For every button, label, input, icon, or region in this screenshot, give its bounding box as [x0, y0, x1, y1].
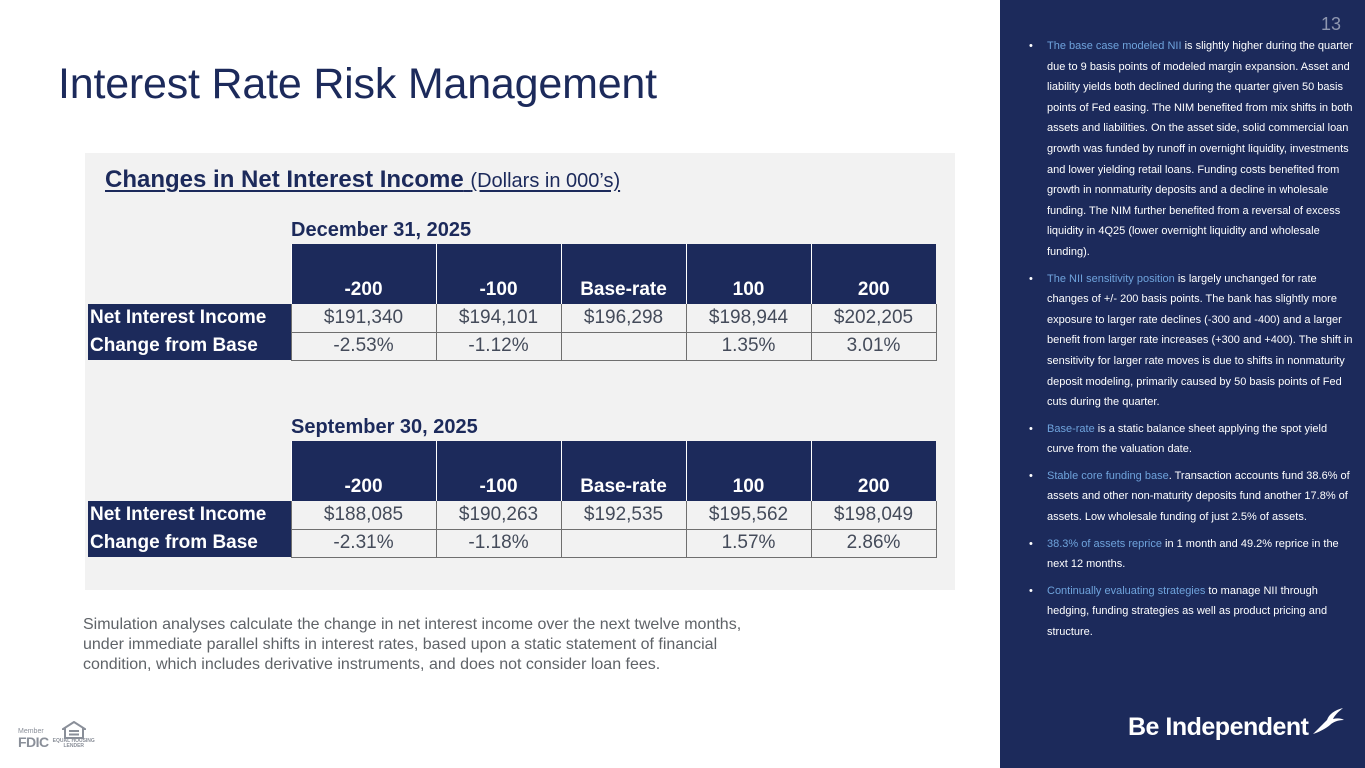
- column-header: 100: [686, 244, 811, 304]
- list-item: [1027, 581, 1353, 643]
- table-cell: $202,205: [811, 304, 936, 332]
- nii-panel: [85, 153, 955, 590]
- table-cell: -1.18%: [436, 529, 561, 557]
- list-item: [1027, 419, 1353, 460]
- table-cell: 3.01%: [811, 332, 936, 360]
- table-header-row: [88, 441, 936, 501]
- bullet-highlight: The base case modeled NII: [1047, 40, 1182, 52]
- table-cell: [561, 332, 686, 360]
- table-header-row: [88, 244, 936, 304]
- fdic-text: [18, 728, 49, 749]
- table-cell: -2.31%: [291, 529, 436, 557]
- bird-icon: [1311, 708, 1345, 736]
- column-header: -200: [291, 441, 436, 501]
- table-row: [88, 529, 936, 557]
- table-date-dec: December 31, 2025: [291, 219, 472, 241]
- column-header: Base-rate: [561, 244, 686, 304]
- table-cell: $192,535: [561, 501, 686, 529]
- bullet-highlight: Continually evaluating strategies: [1047, 584, 1206, 597]
- bullet-highlight: Base-rate: [1047, 422, 1095, 435]
- list-item: [1027, 36, 1353, 263]
- table-cell: $191,340: [291, 304, 436, 332]
- column-header: Base-rate: [561, 441, 686, 501]
- bullet-text: is slightly higher during the quarter due to 9 basis points of modeled margin expansion. Asset and liability yields both declined during the quarter given 50 basis points of Fed easing. The NIM benefited from mix shifts in both assets and liabilities. On the asset side, solid commercial loan growth was funded by runoff in overnight liquidity, investments and lower yielding retail loans. Funding costs benefited from growth in nonmaturity deposits and a decline in wholesale funding. The NIM further benefited from a reversal of excess liquidity in 4Q25 (lower overnight liquidity and wholesale funding).: [1047, 40, 1353, 258]
- row-label: Change from Base: [88, 332, 291, 360]
- table-cell: $194,101: [436, 304, 561, 332]
- bullet-text: in 1 month and 49.2% reprice in the next 12 months.: [1047, 537, 1339, 571]
- panel-heading: [105, 166, 620, 194]
- row-label: Net Interest Income: [88, 304, 291, 332]
- nii-table-sep: [88, 441, 937, 558]
- bullet-icon: •: [1029, 422, 1033, 435]
- bullet-icon: •: [1029, 469, 1033, 482]
- table-header-blank: [88, 441, 291, 501]
- ehl-label-line1: EQUAL HOUSING: [52, 738, 95, 744]
- table-cell: $190,263: [436, 501, 561, 529]
- bullet-icon: •: [1029, 584, 1033, 597]
- panel-heading-sub: (Dollars in 000’s): [470, 170, 621, 192]
- page-number: 13: [1320, 14, 1341, 34]
- house-icon: [62, 721, 86, 739]
- table-row: [88, 304, 936, 332]
- bullet-text: is largely unchanged for rate changes of +/- 200 basis points. The bank has slightly more exposure to larger rate declines (-300 and -400) and a larger benefit from larger rate increases (+300 and +400). The shift in sensitivity for larger rate moves is due to shifts in nonmaturity deposit modeling, primarily caused by 50 basis points of Fed cuts during the quarter.: [1047, 272, 1353, 409]
- bullet-icon: •: [1029, 40, 1033, 52]
- simulation-note: Simulation analyses calculate the change in net interest income over the next twelve months, under immediate parallel shifts in interest rates, based upon a static statement of financial condition, which includes derivative instruments, and does not consider loan fees.: [83, 616, 742, 673]
- table-row: [88, 501, 936, 529]
- column-header: 200: [811, 244, 936, 304]
- bullet-highlight: The NII sensitivity position: [1047, 272, 1175, 285]
- table-cell: 1.57%: [686, 529, 811, 557]
- bullet-icon: •: [1029, 537, 1033, 550]
- column-header: -100: [436, 244, 561, 304]
- table-cell: $198,944: [686, 304, 811, 332]
- commentary-sidebar: [1000, 0, 1365, 768]
- column-header: 200: [811, 441, 936, 501]
- table-cell: $195,562: [686, 501, 811, 529]
- page-title: Interest Rate Risk Management: [58, 60, 657, 108]
- row-label: Net Interest Income: [88, 501, 291, 529]
- ehl-label-line2: LENDER: [63, 743, 85, 749]
- nii-table-dec: [88, 244, 937, 361]
- table-cell: -2.53%: [291, 332, 436, 360]
- table-header-blank: [88, 244, 291, 304]
- column-header: -100: [436, 441, 561, 501]
- fdic-logo: FDIC: [18, 734, 49, 750]
- bullet-text: is a static balance sheet applying the spot yield curve from the valuation date.: [1047, 422, 1328, 456]
- fdic-member-label: Member: [18, 728, 44, 735]
- bullet-icon: •: [1029, 272, 1033, 285]
- table-cell: -1.12%: [436, 332, 561, 360]
- equal-housing-lender-icon: [53, 721, 95, 749]
- table-cell: 1.35%: [686, 332, 811, 360]
- table-date-sep: September 30, 2025: [291, 416, 478, 438]
- table-cell: $188,085: [291, 501, 436, 529]
- bullet-text: . Transaction accounts fund 38.6% of assets and other non-maturity deposits fund another 17.8% of assets. Low wholesale funding of just 2.5% of assets.: [1047, 469, 1350, 524]
- table-cell: 2.86%: [811, 529, 936, 557]
- list-item: [1027, 534, 1353, 575]
- table-cell: $196,298: [561, 304, 686, 332]
- list-item: [1027, 269, 1353, 413]
- commentary-list: [1027, 36, 1353, 649]
- brand-name: Be Independent: [1128, 713, 1309, 741]
- table-cell: $198,049: [811, 501, 936, 529]
- fdic-member-badge: [18, 721, 95, 749]
- list-item: [1027, 466, 1353, 528]
- panel-heading-main: Changes in Net Interest Income: [105, 166, 464, 193]
- brand-logo: [1128, 708, 1345, 742]
- row-label: Change from Base: [88, 529, 291, 557]
- table-cell: [561, 529, 686, 557]
- bullet-highlight: 38.3% of assets reprice: [1047, 537, 1162, 550]
- table-row: [88, 332, 936, 360]
- bullet-highlight: Stable core funding base: [1047, 469, 1169, 482]
- column-header: 100: [686, 441, 811, 501]
- column-header: -200: [291, 244, 436, 304]
- bullet-text: to manage NII through hedging, funding strategies as well as product pricing and structure.: [1047, 584, 1328, 639]
